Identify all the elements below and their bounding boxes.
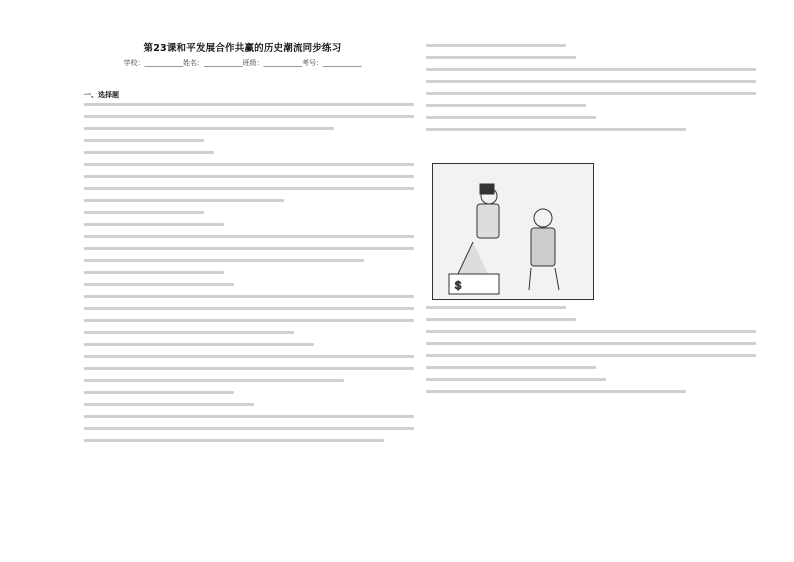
section-heading: 一、选择题 [84, 91, 119, 99]
svg-text:$: $ [455, 280, 462, 292]
left-column-text [84, 103, 414, 451]
student-info-line: 学校：___________姓名：___________班级：___________考号：___________ [123, 59, 362, 67]
comic-illustration-icon [433, 164, 593, 299]
comic-cartoon-image [432, 163, 594, 300]
page-title: 第23课和平发展合作共赢的历史潮流同步练习 [143, 43, 342, 54]
right-column-text-bottom [426, 306, 756, 402]
right-column-text-top [426, 44, 756, 140]
